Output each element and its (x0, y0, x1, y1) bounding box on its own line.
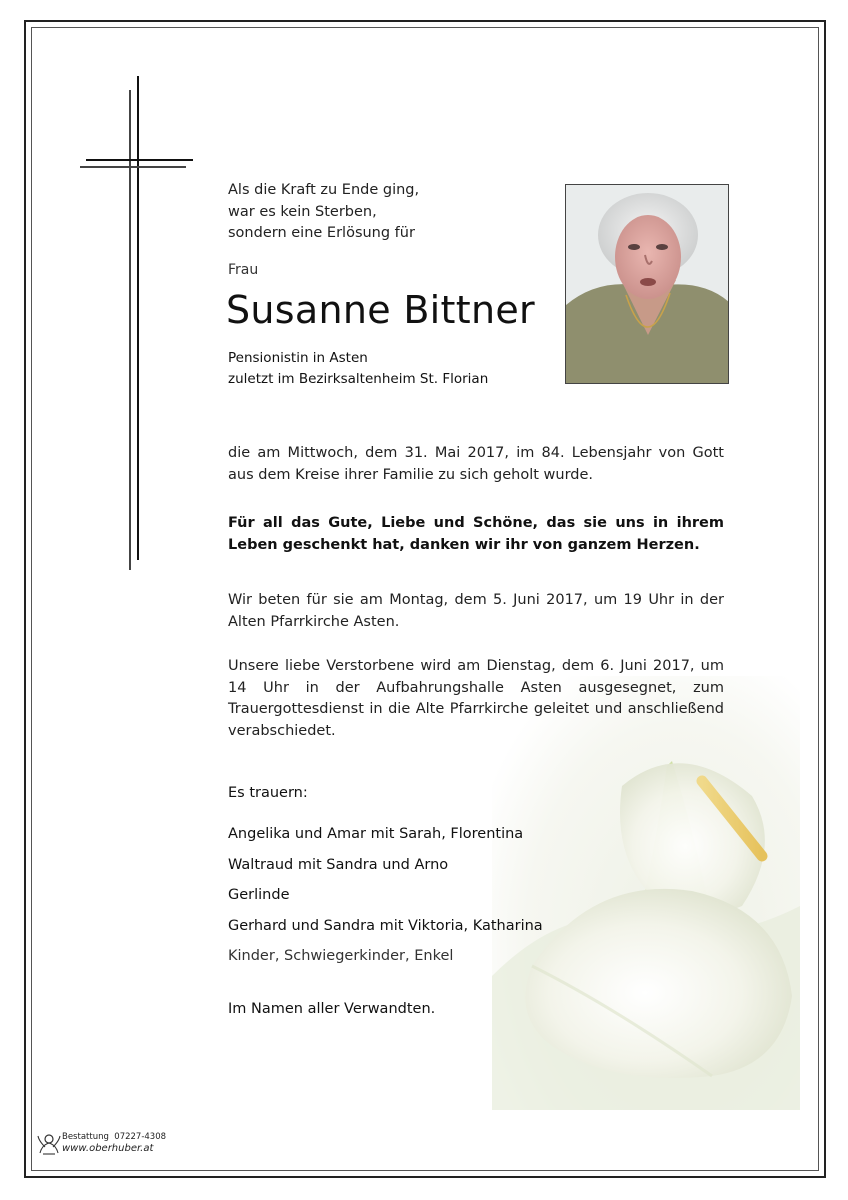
list-item: Waltraud mit Sandra und Arno (228, 856, 449, 873)
angel-logo-icon (36, 1131, 62, 1157)
intro-verse (228, 180, 419, 245)
list-item: Gerhard und Sandra mit Viktoria, Katharina (228, 917, 543, 934)
company-name: Bestattung (62, 1132, 109, 1142)
intro-line: war es kein Sterben, (228, 203, 377, 220)
mourners-heading: Es trauern: (228, 785, 308, 801)
website: www.oberhuber.at (62, 1143, 154, 1154)
mourners-list (228, 826, 543, 979)
deceased-name: Susanne Bittner (226, 288, 535, 332)
prayer-text: Wir beten für sie am Montag, dem 5. Juni 2017, um 19 Uhr in der Alten Pfarrkirche Asten. (228, 592, 724, 630)
list-item: Gerlinde (228, 887, 290, 903)
occupation (228, 348, 488, 390)
thanks-text: Für all das Gute, Liebe und Schöne, das sie uns in ihrem Leben geschenkt hat, danken wir ihr von ganzem Herzen. (228, 515, 724, 553)
salutation: Frau (228, 262, 259, 278)
list-item: Kinder, Schwiegerkinder, Enkel (228, 948, 454, 964)
funeral-text: Unsere liebe Verstorbene wird am Dienstag, dem 6. Juni 2017, um 14 Uhr in der Aufbahrungshalle Asten ausgesegnet, zum Trauergottesdienst in die Alte Pfarrkirche geleitet und anschließend verabschiedet. (228, 658, 724, 739)
death-notice: die am Mittwoch, dem 31. Mai 2017, im 84. Lebensjahr von Gott aus dem Kreise ihrer Familie zu sich geholt wurde. (228, 445, 724, 483)
intro-line: sondern eine Erlösung für (228, 225, 415, 241)
closing-line: Im Namen aller Verwandten. (228, 1001, 436, 1017)
intro-line: Als die Kraft zu Ende ging, (228, 182, 420, 198)
occupation-line: Pensionistin in Asten (228, 350, 368, 366)
funeral-home-credit (62, 1132, 166, 1154)
portrait-photo (565, 184, 729, 384)
phone-number: 07227-4308 (114, 1132, 167, 1142)
occupation-line: zuletzt im Bezirksaltenheim St. Florian (228, 371, 489, 387)
list-item: Angelika und Amar mit Sarah, Florentina (228, 826, 524, 842)
